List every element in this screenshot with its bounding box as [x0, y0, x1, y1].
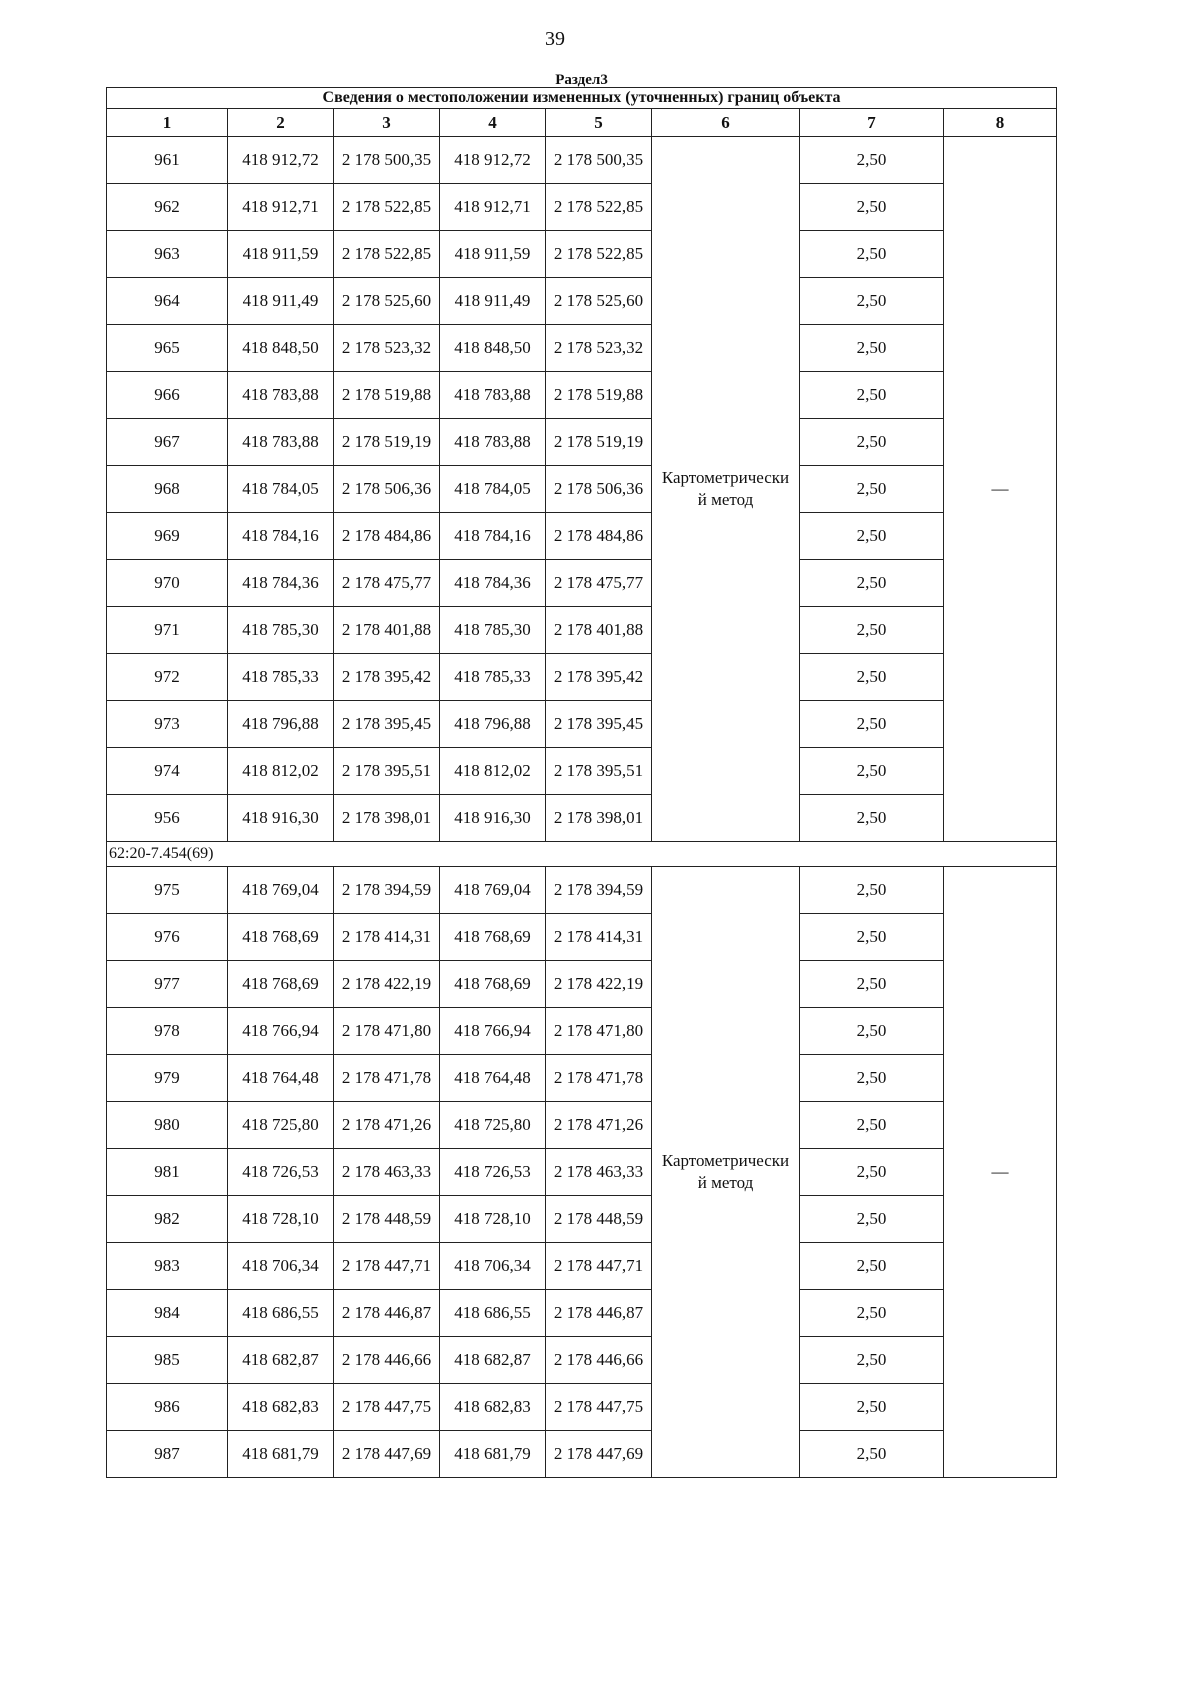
- table-row: [107, 372, 1057, 419]
- coord-x-refined: 418 848,50: [440, 325, 546, 372]
- coord-y-existing: 2 178 414,31: [334, 914, 440, 961]
- method-cell: Картометрически й метод: [652, 137, 800, 842]
- group-header-row: [107, 842, 1057, 867]
- coord-y-existing: 2 178 500,35: [334, 137, 440, 184]
- point-number: 963: [107, 231, 228, 278]
- coord-x-existing: 418 784,36: [228, 560, 334, 607]
- coord-x-refined: 418 681,79: [440, 1431, 546, 1478]
- table-row: [107, 1055, 1057, 1102]
- coord-x-existing: 418 725,80: [228, 1102, 334, 1149]
- accuracy-value: 2,50: [800, 1102, 944, 1149]
- coord-x-existing: 418 764,48: [228, 1055, 334, 1102]
- coord-x-refined: 418 812,02: [440, 748, 546, 795]
- accuracy-value: 2,50: [800, 701, 944, 748]
- table-row: [107, 1243, 1057, 1290]
- coord-y-refined: 2 178 446,87: [546, 1290, 652, 1337]
- coord-x-refined: 418 706,34: [440, 1243, 546, 1290]
- coord-y-existing: 2 178 447,75: [334, 1384, 440, 1431]
- accuracy-value: 2,50: [800, 654, 944, 701]
- table-row: [107, 607, 1057, 654]
- col8-cell: —: [944, 867, 1057, 1478]
- coord-y-refined: 2 178 506,36: [546, 466, 652, 513]
- point-number: 987: [107, 1431, 228, 1478]
- coord-y-existing: 2 178 447,71: [334, 1243, 440, 1290]
- coord-x-refined: 418 766,94: [440, 1008, 546, 1055]
- coord-y-existing: 2 178 484,86: [334, 513, 440, 560]
- point-number: 972: [107, 654, 228, 701]
- table-row: [107, 1008, 1057, 1055]
- coord-x-refined: 418 784,05: [440, 466, 546, 513]
- point-number: 965: [107, 325, 228, 372]
- accuracy-value: 2,50: [800, 419, 944, 466]
- table-row: [107, 1196, 1057, 1243]
- coord-y-existing: 2 178 395,45: [334, 701, 440, 748]
- coord-y-existing: 2 178 471,78: [334, 1055, 440, 1102]
- point-number: 984: [107, 1290, 228, 1337]
- coord-x-refined: 418 785,30: [440, 607, 546, 654]
- table-row: [107, 701, 1057, 748]
- coord-y-existing: 2 178 475,77: [334, 560, 440, 607]
- accuracy-value: 2,50: [800, 1196, 944, 1243]
- accuracy-value: 2,50: [800, 231, 944, 278]
- coord-x-refined: 418 682,87: [440, 1337, 546, 1384]
- accuracy-value: 2,50: [800, 560, 944, 607]
- coord-y-existing: 2 178 446,66: [334, 1337, 440, 1384]
- coord-y-refined: 2 178 484,86: [546, 513, 652, 560]
- table-row: [107, 419, 1057, 466]
- coord-x-existing: 418 784,05: [228, 466, 334, 513]
- coord-y-existing: 2 178 522,85: [334, 184, 440, 231]
- coord-x-existing: 418 766,94: [228, 1008, 334, 1055]
- coord-y-refined: 2 178 471,80: [546, 1008, 652, 1055]
- accuracy-value: 2,50: [800, 1431, 944, 1478]
- accuracy-value: 2,50: [800, 184, 944, 231]
- coord-y-existing: 2 178 471,26: [334, 1102, 440, 1149]
- column-number-row: [107, 109, 1057, 137]
- column-number: 3: [334, 109, 440, 137]
- coord-x-existing: 418 912,71: [228, 184, 334, 231]
- column-number: 5: [546, 109, 652, 137]
- col8-cell: —: [944, 137, 1057, 842]
- point-number: 979: [107, 1055, 228, 1102]
- table-row: [107, 867, 1057, 914]
- coord-y-existing: 2 178 398,01: [334, 795, 440, 842]
- point-number: 981: [107, 1149, 228, 1196]
- coord-x-refined: 418 784,16: [440, 513, 546, 560]
- accuracy-value: 2,50: [800, 867, 944, 914]
- coord-x-refined: 418 784,36: [440, 560, 546, 607]
- coord-y-refined: 2 178 522,85: [546, 231, 652, 278]
- coord-y-refined: 2 178 447,71: [546, 1243, 652, 1290]
- coord-y-refined: 2 178 471,26: [546, 1102, 652, 1149]
- coord-y-existing: 2 178 394,59: [334, 867, 440, 914]
- coord-y-refined: 2 178 447,75: [546, 1384, 652, 1431]
- coord-x-existing: 418 768,69: [228, 914, 334, 961]
- table-row: [107, 1149, 1057, 1196]
- table-row: [107, 231, 1057, 278]
- column-number: 1: [107, 109, 228, 137]
- coord-y-existing: 2 178 447,69: [334, 1431, 440, 1478]
- table-row: [107, 654, 1057, 701]
- coord-x-existing: 418 785,30: [228, 607, 334, 654]
- coord-x-refined: 418 728,10: [440, 1196, 546, 1243]
- accuracy-value: 2,50: [800, 513, 944, 560]
- coord-y-existing: 2 178 463,33: [334, 1149, 440, 1196]
- coord-y-existing: 2 178 506,36: [334, 466, 440, 513]
- coord-y-existing: 2 178 471,80: [334, 1008, 440, 1055]
- accuracy-value: 2,50: [800, 961, 944, 1008]
- coord-x-existing: 418 686,55: [228, 1290, 334, 1337]
- coord-y-existing: 2 178 395,42: [334, 654, 440, 701]
- coord-x-refined: 418 783,88: [440, 372, 546, 419]
- coord-y-refined: 2 178 500,35: [546, 137, 652, 184]
- column-number: 4: [440, 109, 546, 137]
- coord-x-existing: 418 911,49: [228, 278, 334, 325]
- coord-x-refined: 418 916,30: [440, 795, 546, 842]
- coord-y-refined: 2 178 522,85: [546, 184, 652, 231]
- table-row: [107, 278, 1057, 325]
- coord-x-refined: 418 769,04: [440, 867, 546, 914]
- table-row: [107, 325, 1057, 372]
- point-number: 961: [107, 137, 228, 184]
- table-row: [107, 513, 1057, 560]
- coord-y-refined: 2 178 414,31: [546, 914, 652, 961]
- coord-x-refined: 418 725,80: [440, 1102, 546, 1149]
- table-row: [107, 1290, 1057, 1337]
- point-number: 971: [107, 607, 228, 654]
- point-number: 966: [107, 372, 228, 419]
- coord-x-existing: 418 681,79: [228, 1431, 334, 1478]
- coord-y-existing: 2 178 519,19: [334, 419, 440, 466]
- table-row: [107, 1102, 1057, 1149]
- coord-x-existing: 418 848,50: [228, 325, 334, 372]
- accuracy-value: 2,50: [800, 466, 944, 513]
- coord-x-refined: 418 726,53: [440, 1149, 546, 1196]
- coord-x-existing: 418 768,69: [228, 961, 334, 1008]
- point-number: 974: [107, 748, 228, 795]
- group-label: 62:20-7.454(69): [107, 842, 1057, 867]
- table-row: [107, 1384, 1057, 1431]
- coord-x-existing: 418 769,04: [228, 867, 334, 914]
- point-number: 976: [107, 914, 228, 961]
- column-number: 8: [944, 109, 1057, 137]
- table-row: [107, 795, 1057, 842]
- table-row: [107, 466, 1057, 513]
- point-number: 969: [107, 513, 228, 560]
- coord-y-refined: 2 178 523,32: [546, 325, 652, 372]
- coord-x-existing: 418 726,53: [228, 1149, 334, 1196]
- coord-y-refined: 2 178 525,60: [546, 278, 652, 325]
- coord-x-existing: 418 911,59: [228, 231, 334, 278]
- accuracy-value: 2,50: [800, 1243, 944, 1290]
- coord-x-refined: 418 912,72: [440, 137, 546, 184]
- accuracy-value: 2,50: [800, 1149, 944, 1196]
- coord-x-existing: 418 916,30: [228, 795, 334, 842]
- coord-y-refined: 2 178 422,19: [546, 961, 652, 1008]
- coord-x-refined: 418 911,59: [440, 231, 546, 278]
- coord-x-existing: 418 785,33: [228, 654, 334, 701]
- point-number: 964: [107, 278, 228, 325]
- column-number: 6: [652, 109, 800, 137]
- point-number: 977: [107, 961, 228, 1008]
- accuracy-value: 2,50: [800, 137, 944, 184]
- coord-x-existing: 418 783,88: [228, 419, 334, 466]
- point-number: 962: [107, 184, 228, 231]
- boundary-coordinates-table: [106, 74, 1057, 1478]
- point-number: 968: [107, 466, 228, 513]
- point-number: 970: [107, 560, 228, 607]
- accuracy-value: 2,50: [800, 372, 944, 419]
- coord-y-refined: 2 178 395,51: [546, 748, 652, 795]
- coord-x-existing: 418 783,88: [228, 372, 334, 419]
- coord-y-refined: 2 178 519,88: [546, 372, 652, 419]
- method-cell: Картометрически й метод: [652, 867, 800, 1478]
- coord-y-existing: 2 178 446,87: [334, 1290, 440, 1337]
- table-row: [107, 1431, 1057, 1478]
- coord-x-refined: 418 686,55: [440, 1290, 546, 1337]
- coord-y-refined: 2 178 475,77: [546, 560, 652, 607]
- accuracy-value: 2,50: [800, 1337, 944, 1384]
- coord-y-existing: 2 178 422,19: [334, 961, 440, 1008]
- accuracy-value: 2,50: [800, 748, 944, 795]
- table-row: [107, 961, 1057, 1008]
- coord-y-refined: 2 178 395,42: [546, 654, 652, 701]
- coord-y-existing: 2 178 522,85: [334, 231, 440, 278]
- coord-x-refined: 418 796,88: [440, 701, 546, 748]
- accuracy-value: 2,50: [800, 607, 944, 654]
- accuracy-value: 2,50: [800, 1008, 944, 1055]
- coord-y-refined: 2 178 395,45: [546, 701, 652, 748]
- accuracy-value: 2,50: [800, 278, 944, 325]
- point-number: 978: [107, 1008, 228, 1055]
- table-row: [107, 914, 1057, 961]
- point-number: 975: [107, 867, 228, 914]
- coord-x-refined: 418 912,71: [440, 184, 546, 231]
- coord-y-refined: 2 178 447,69: [546, 1431, 652, 1478]
- coord-x-existing: 418 784,16: [228, 513, 334, 560]
- coord-x-refined: 418 783,88: [440, 419, 546, 466]
- point-number: 980: [107, 1102, 228, 1149]
- coord-x-refined: 418 768,69: [440, 914, 546, 961]
- coord-y-refined: 2 178 446,66: [546, 1337, 652, 1384]
- coord-y-refined: 2 178 471,78: [546, 1055, 652, 1102]
- point-number: 985: [107, 1337, 228, 1384]
- coord-x-refined: 418 768,69: [440, 961, 546, 1008]
- accuracy-value: 2,50: [800, 1384, 944, 1431]
- coord-x-refined: 418 764,48: [440, 1055, 546, 1102]
- coord-y-refined: 2 178 398,01: [546, 795, 652, 842]
- coord-x-refined: 418 785,33: [440, 654, 546, 701]
- point-number: 967: [107, 419, 228, 466]
- table-row: [107, 748, 1057, 795]
- point-number: 956: [107, 795, 228, 842]
- page-number: 39: [545, 28, 565, 50]
- section-label: Раздел3: [107, 74, 1057, 88]
- coord-y-existing: 2 178 401,88: [334, 607, 440, 654]
- coord-x-existing: 418 812,02: [228, 748, 334, 795]
- coord-y-refined: 2 178 394,59: [546, 867, 652, 914]
- column-number: 7: [800, 109, 944, 137]
- coord-y-existing: 2 178 448,59: [334, 1196, 440, 1243]
- coord-y-refined: 2 178 401,88: [546, 607, 652, 654]
- table-title: Сведения о местоположении измененных (уточненных) границ объекта: [107, 88, 1057, 109]
- point-number: 982: [107, 1196, 228, 1243]
- point-number: 983: [107, 1243, 228, 1290]
- coord-y-existing: 2 178 519,88: [334, 372, 440, 419]
- coord-x-existing: 418 912,72: [228, 137, 334, 184]
- accuracy-value: 2,50: [800, 1055, 944, 1102]
- coord-y-existing: 2 178 525,60: [334, 278, 440, 325]
- column-number: 2: [228, 109, 334, 137]
- accuracy-value: 2,50: [800, 914, 944, 961]
- table-row: [107, 1337, 1057, 1384]
- coord-y-existing: 2 178 395,51: [334, 748, 440, 795]
- coord-x-existing: 418 728,10: [228, 1196, 334, 1243]
- coord-x-existing: 418 706,34: [228, 1243, 334, 1290]
- accuracy-value: 2,50: [800, 325, 944, 372]
- coord-x-existing: 418 796,88: [228, 701, 334, 748]
- table-row: [107, 184, 1057, 231]
- coord-y-refined: 2 178 519,19: [546, 419, 652, 466]
- accuracy-value: 2,50: [800, 795, 944, 842]
- point-number: 973: [107, 701, 228, 748]
- coord-y-refined: 2 178 463,33: [546, 1149, 652, 1196]
- point-number: 986: [107, 1384, 228, 1431]
- table-row: [107, 560, 1057, 607]
- coord-y-existing: 2 178 523,32: [334, 325, 440, 372]
- accuracy-value: 2,50: [800, 1290, 944, 1337]
- coord-x-existing: 418 682,87: [228, 1337, 334, 1384]
- coord-x-refined: 418 682,83: [440, 1384, 546, 1431]
- table-row: [107, 137, 1057, 184]
- coord-x-refined: 418 911,49: [440, 278, 546, 325]
- coord-x-existing: 418 682,83: [228, 1384, 334, 1431]
- coord-y-refined: 2 178 448,59: [546, 1196, 652, 1243]
